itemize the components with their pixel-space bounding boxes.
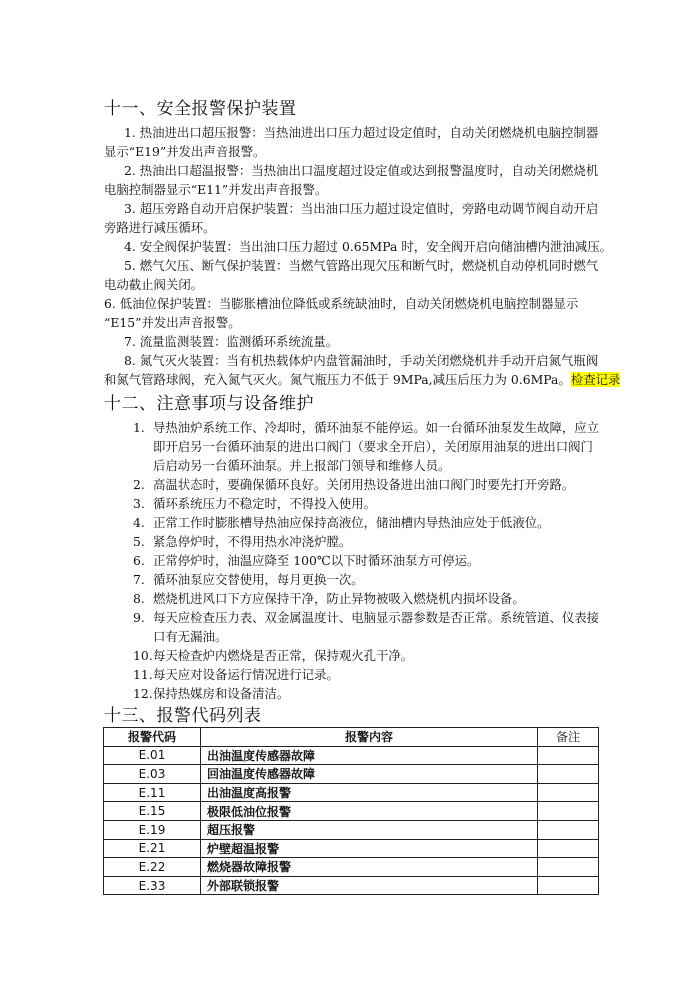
table-row: [104, 802, 599, 821]
remarks-cell: [538, 858, 599, 877]
s12-item-9-number: 9.: [133, 610, 145, 625]
remarks-cell: [538, 783, 599, 802]
table-row: [104, 876, 599, 895]
s12-item-11: 每天应对设备运行情况进行记录。: [153, 667, 339, 682]
table-row: [104, 765, 599, 784]
alarm-content-cell: 回油温度传感器故障: [201, 765, 538, 784]
alarm-content-cell: 超压报警: [201, 820, 538, 839]
s11-item-4: 4. 安全阀保护装置：当出油口压力超过 0.65MPa 时，安全阀开启向储油槽内泄油减压。: [124, 239, 612, 254]
alarm-content-cell: 出油温度高报警: [201, 783, 538, 802]
s11-item-8-line-2-text: 和氮气管路球阀，充入氮气灭火。氮气瓶压力不低于 9MPa,减压后压力为 0.6MPa。: [104, 372, 571, 387]
remarks-cell: [538, 820, 599, 839]
s12-item-2-number: 2.: [133, 477, 145, 492]
s11-item-7: 7. 流量监测装置：监测循环系统流量。: [124, 334, 339, 349]
s11-item-8-line-1: 8. 氮气灭火装置：当有机热载体炉内盘管漏油时，手动关闭燃烧机并手动开启氮气瓶阀: [124, 353, 599, 368]
s12-item-9-line-1: 每天应检查压力表、双金属温度计、电脑显示器参数是否正常。系统管道、仪表接: [153, 610, 600, 625]
remarks-cell: [538, 802, 599, 821]
s12-item-3: 循环系统压力不稳定时，不得投入使用。: [153, 496, 377, 511]
alarm-content-cell: 炉壁超温报警: [201, 839, 538, 858]
table-row: [104, 783, 599, 802]
header-alarm-content: 报警内容: [201, 728, 538, 747]
table-row: [104, 746, 599, 765]
s12-item-5: 紧急停炉时，不得用热水冲浇炉膛。: [153, 534, 352, 549]
s11-item-2-line-2: 电脑控制器显示“E11”并发出声音报警。: [104, 182, 328, 197]
alarm-content-cell: 外部联锁报警: [201, 876, 538, 895]
table-row: [104, 839, 599, 858]
s11-item-5-line-2: 电动截止阀关闭。: [104, 277, 204, 292]
s11-item-8-line-2: [104, 370, 620, 389]
alarm-content-cell: 出油温度传感器故障: [201, 746, 538, 765]
alarm-code-cell: E.19: [104, 820, 201, 839]
header-remarks: 备注: [538, 728, 599, 747]
header-alarm-code: 报警代码: [104, 728, 201, 747]
s12-item-12: 保持热媒房和设备清洁。: [153, 686, 290, 701]
s12-item-1-number: 1.: [133, 420, 145, 435]
inspection-record-highlight: 检查记录: [570, 372, 621, 387]
remarks-cell: [538, 765, 599, 784]
table-row: [104, 820, 599, 839]
s12-item-1-line-2: 即开启另一台循环油泵的进出口阀门（要求全开启），关闭原用油泵的进出口阀门: [153, 439, 593, 454]
s11-item-6-line-2: “E15”并发出声音报警。: [104, 315, 241, 330]
s12-item-11-number: 11.: [133, 667, 153, 682]
alarm-content-cell: 极限低油位报警: [201, 802, 538, 821]
s11-item-3-line-1: 3. 超压旁路自动开启保护装置：当出油口压力超过设定值时，旁路电动调节阀自动开启: [124, 201, 599, 216]
remarks-cell: [538, 839, 599, 858]
remarks-cell: [538, 876, 599, 895]
s12-item-6-number: 6.: [133, 553, 145, 568]
s12-item-10: 每天检查炉内燃烧是否正常，保持观火孔干净。: [153, 648, 414, 663]
table-header-row: [104, 728, 599, 747]
s12-item-5-number: 5.: [133, 534, 145, 549]
section-12-heading: 十二、注意事项与设备维护: [104, 394, 314, 414]
s12-item-1-line-1: 导热油炉系统工作、冷却时，循环油泵不能停运。如一台循环油泵发生故障，应立: [153, 420, 600, 435]
s11-item-5-line-1: 5. 燃气欠压、断气保护装置：当燃气管路出现欠压和断气时，燃烧机自动停机同时燃气: [124, 258, 599, 273]
s12-item-4-number: 4.: [133, 515, 145, 530]
s12-item-4: 正常工作时膨胀槽导热油应保持高液位，储油槽内导热油应处于低液位。: [153, 515, 550, 530]
s12-item-2: 高温状态时，要确保循环良好。关闭用热设备进出油口阀门时要先打开旁路。: [153, 477, 575, 492]
s12-item-1-line-3: 后启动另一台循环油泵。并上报部门领导和维修人员。: [153, 458, 451, 473]
alarm-code-cell: E.33: [104, 876, 201, 895]
alarm-code-cell: E.01: [104, 746, 201, 765]
s12-item-8-number: 8.: [133, 591, 145, 606]
s12-item-9-line-2: 口有无漏油。: [153, 629, 228, 644]
s12-item-7: 循环油泵应交替使用，每月更换一次。: [153, 572, 364, 587]
alarm-code-cell: E.22: [104, 858, 201, 877]
s11-item-1-line-2: 显示“E19”并发出声音报警。: [104, 144, 266, 159]
s11-item-2-line-1: 2. 热油出口超温报警：当热油出口温度超过设定值或达到报警温度时，自动关闭燃烧机: [124, 163, 599, 178]
alarm-code-cell: E.15: [104, 802, 201, 821]
alarm-content-cell: 燃烧器故障报警: [201, 858, 538, 877]
s12-item-8: 燃烧机进风口下方应保持干净，防止异物被吸入燃烧机内损坏设备。: [153, 591, 525, 606]
s12-item-7-number: 7.: [133, 572, 145, 587]
s12-item-12-number: 12.: [133, 686, 153, 701]
s12-item-3-number: 3.: [133, 496, 145, 511]
alarm-code-cell: E.21: [104, 839, 201, 858]
alarm-code-cell: E.11: [104, 783, 201, 802]
table-row: [104, 858, 599, 877]
s11-item-3-line-2: 旁路进行减压循环。: [104, 220, 216, 235]
alarm-code-cell: E.03: [104, 765, 201, 784]
section-13-heading: 十三、报警代码列表: [104, 706, 262, 726]
s12-item-6: 正常停炉时，油温应降至 100℃以下时循环油泵方可停运。: [153, 553, 480, 568]
s12-item-10-number: 10.: [133, 648, 153, 663]
s11-item-1-line-1: 1. 热油进出口超压报警：当热油进出口压力超过设定值时，自动关闭燃烧机电脑控制器: [124, 125, 599, 140]
alarm-code-table: [103, 727, 599, 895]
remarks-cell: [538, 746, 599, 765]
s11-item-6-line-1: 6. 低油位保护装置：当膨胀槽油位降低或系统缺油时，自动关闭燃烧机电脑控制器显示: [104, 296, 579, 311]
section-11-heading: 十一、安全报警保护装置: [104, 99, 297, 119]
